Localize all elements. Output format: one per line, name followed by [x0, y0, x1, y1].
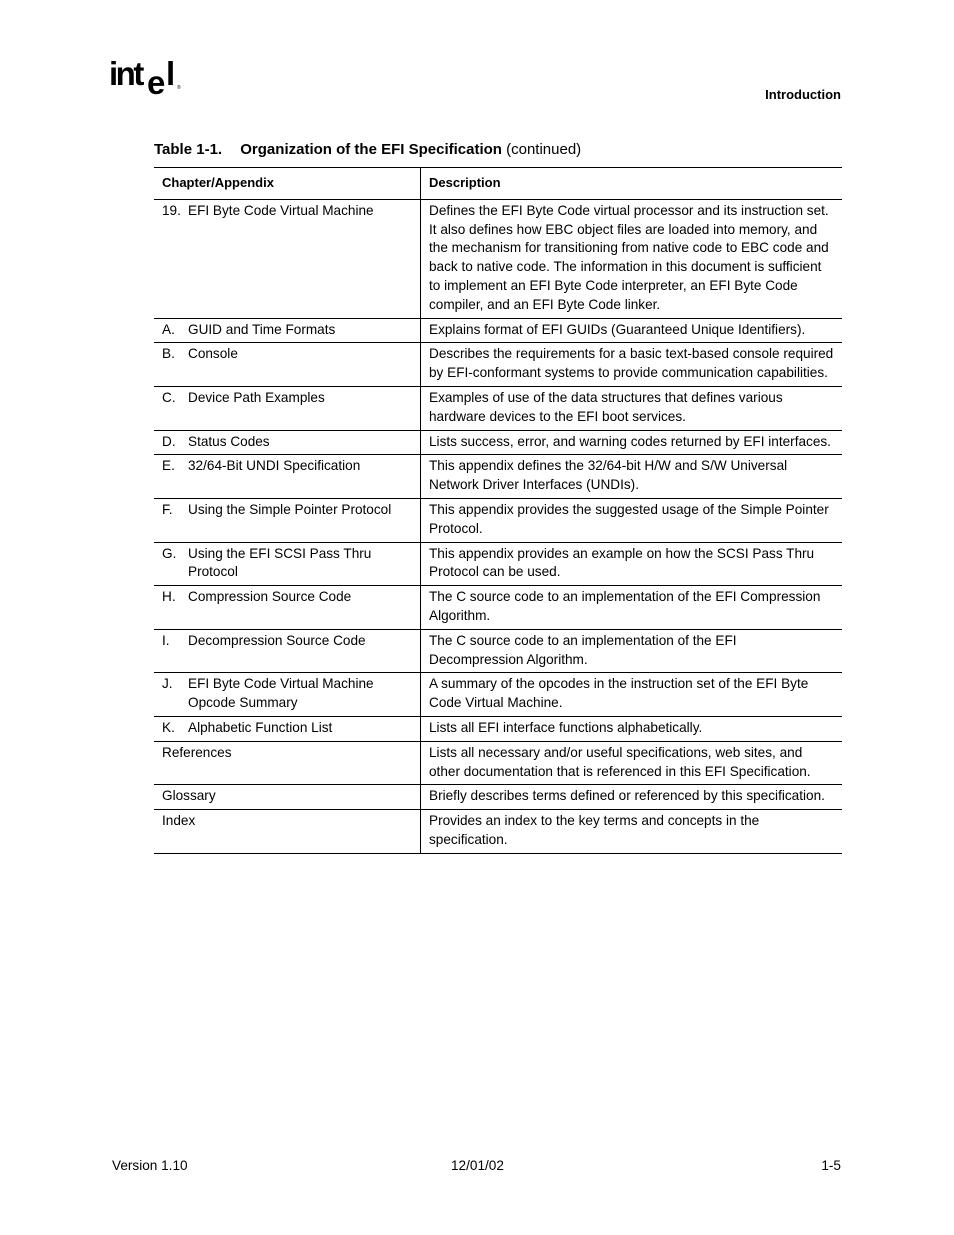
description-cell: Provides an index to the key terms and concepts in the specification. — [429, 813, 760, 847]
description-cell: This appendix provides the suggested usage of the Simple Pointer Protocol. — [429, 501, 829, 536]
chapter-cell — [154, 785, 421, 810]
table-row — [154, 629, 842, 673]
chapter-id: D. — [162, 433, 176, 449]
description-cell: Lists all EFI interface functions alphabetically. — [429, 719, 703, 735]
description-cell: This appendix defines the 32/64-bit H/W and S/W Universal Network Driver Interfaces (UNDIs). — [429, 458, 788, 493]
column-header-description: Description — [429, 175, 501, 190]
chapter-cell — [154, 455, 421, 499]
description-cell: Lists all necessary and/or useful specifications, web sites, and other documentation that is referenced in this EFI Specification. — [429, 744, 811, 779]
chapter-label: Decompression Source Code — [188, 632, 366, 648]
svg-text:l: l — [166, 56, 176, 92]
description-cell: This appendix provides an example on how the SCSI Pass Thru Protocol can be used. — [429, 545, 815, 580]
intel-logo — [109, 56, 189, 102]
table-row — [154, 498, 842, 542]
svg-text:int: int — [109, 56, 142, 92]
description-cell: The C source code to an implementation of the EFI Decompression Algorithm. — [429, 632, 737, 667]
description-cell: Describes the requirements for a basic text-based console required by EFI-conformant systems to provide communication capabilities. — [429, 346, 834, 381]
table-row — [154, 455, 842, 499]
chapter-label: Index — [162, 813, 196, 829]
description-cell: Lists success, error, and warning codes returned by EFI interfaces. — [429, 433, 831, 449]
description-cell: The C source code to an implementation of the EFI Compression Algorithm. — [429, 589, 821, 623]
description-cell: Defines the EFI Byte Code virtual processor and its instruction set. It also defines how EBC object files are loaded into memory, and the mechanism for transitioning from native code to EBC code and back to native code. The information in this document is sufficient to implement an EFI Byte Code interpreter, an EFI Byte Code compiler, and an EFI Byte Code linker. — [429, 202, 829, 312]
chapter-label: Device Path Examples — [188, 389, 325, 405]
chapter-label: Alphabetic Function List — [188, 719, 333, 735]
description-cell: Examples of use of the data structures that defines various hardware devices to the EFI boot services. — [429, 389, 783, 424]
table-row — [154, 741, 842, 785]
footer-date: 12/01/02 — [451, 1158, 504, 1173]
chapter-id: B. — [162, 346, 175, 362]
chapter-id: H. — [162, 589, 176, 605]
table-row — [154, 810, 842, 854]
organization-table — [154, 167, 842, 854]
chapter-label: References — [162, 744, 232, 760]
chapter-label: Using the EFI SCSI Pass Thru Protocol — [188, 545, 372, 580]
chapter-cell — [154, 741, 421, 785]
table-caption — [154, 141, 581, 158]
chapter-id: A. — [162, 321, 175, 337]
chapter-cell — [154, 386, 421, 430]
chapter-cell — [154, 498, 421, 542]
chapter-cell — [154, 586, 421, 630]
table-continued: (continued) — [506, 141, 582, 158]
description-cell: A summary of the opcodes in the instruction set of the EFI Byte Code Virtual Machine. — [429, 676, 809, 711]
table-row — [154, 318, 842, 343]
chapter-label: 32/64-Bit UNDI Specification — [188, 458, 361, 474]
table-row — [154, 716, 842, 741]
table-row — [154, 386, 842, 430]
chapter-cell — [154, 810, 421, 854]
description-cell: Briefly describes terms defined or referenced by this specification. — [429, 788, 825, 804]
table-title: Organization of the EFI Specification — [240, 141, 502, 158]
footer-version: Version 1.10 — [112, 1158, 188, 1173]
table-body — [154, 199, 842, 853]
table-header-row — [154, 168, 842, 200]
table-row — [154, 430, 842, 455]
chapter-cell — [154, 716, 421, 741]
table-number: Table 1-1. — [154, 141, 223, 158]
chapter-label: EFI Byte Code Virtual Machine Opcode Summary — [188, 676, 374, 711]
chapter-label: Compression Source Code — [188, 589, 352, 605]
chapter-cell — [154, 430, 421, 455]
chapter-label: GUID and Time Formats — [188, 321, 336, 337]
table-row — [154, 343, 842, 387]
chapter-id: 19. — [162, 202, 181, 218]
description-cell: Explains format of EFI GUIDs (Guaranteed Unique Identifiers). — [429, 321, 806, 337]
footer-page-number: 1-5 — [821, 1158, 841, 1173]
chapter-cell — [154, 199, 421, 318]
table-row — [154, 542, 842, 586]
chapter-label: EFI Byte Code Virtual Machine — [188, 202, 374, 218]
table-row — [154, 785, 842, 810]
chapter-cell — [154, 542, 421, 586]
column-header-chapter: Chapter/Appendix — [154, 168, 421, 200]
table-row — [154, 586, 842, 630]
chapter-cell — [154, 343, 421, 387]
chapter-label: Console — [188, 346, 238, 362]
chapter-id: F. — [162, 501, 173, 517]
chapter-cell — [154, 318, 421, 343]
chapter-id: C. — [162, 389, 176, 405]
chapter-id: K. — [162, 719, 175, 735]
chapter-cell — [154, 629, 421, 673]
table-row — [154, 199, 842, 318]
chapter-id: I. — [162, 632, 170, 648]
chapter-label: Using the Simple Pointer Protocol — [188, 501, 392, 517]
svg-text:e: e — [147, 64, 166, 101]
table-row — [154, 673, 842, 717]
chapter-id: E. — [162, 458, 175, 474]
chapter-label: Status Codes — [188, 433, 270, 449]
chapter-id: J. — [162, 676, 173, 692]
chapter-id: G. — [162, 545, 177, 561]
svg-text:®: ® — [177, 85, 181, 91]
chapter-cell — [154, 673, 421, 717]
section-title: Introduction — [765, 87, 841, 102]
chapter-label: Glossary — [162, 788, 216, 804]
